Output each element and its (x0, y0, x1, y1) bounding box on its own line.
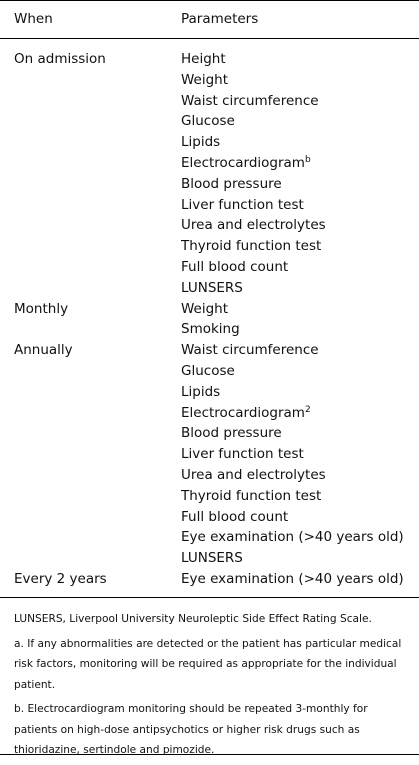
parameter-label: Lipids (181, 383, 221, 400)
footnote-marker: b (304, 154, 311, 165)
parameter-label: Full blood count (181, 508, 289, 525)
parameter-label: Waist circumference (181, 92, 319, 109)
parameter-item (181, 236, 419, 257)
parameter-label: Blood pressure (181, 425, 282, 442)
parameter-item (181, 319, 419, 340)
parameter-item (181, 215, 419, 236)
parameter-label: Smoking (181, 321, 240, 338)
table-footnotes (14, 609, 410, 765)
parameter-label: Urea and electrolytes (181, 217, 326, 234)
parameter-item (181, 174, 419, 195)
parameter-item (181, 382, 419, 403)
table-body (0, 49, 419, 590)
parameter-item (181, 507, 419, 528)
parameter-label: Liver function test (181, 196, 304, 213)
parameter-label: LUNSERS (181, 279, 243, 296)
parameter-label: Height (181, 51, 226, 67)
parameter-label: Waist circumference (181, 342, 319, 359)
parameter-item (181, 527, 419, 548)
parameter-label: Lipids (181, 134, 221, 151)
when-cell: Every 2 years (14, 570, 107, 587)
parameter-item (181, 340, 419, 361)
parameter-item (181, 548, 419, 569)
footnote-b: b. Electrocardiogram monitoring should be repeated 3-monthly for patients on high-dose antipsychotics or higher risk drugs such as thioridazine, sertindole and pimozide. (14, 703, 368, 756)
parameter-item (181, 299, 419, 320)
parameter-label: Full blood count (181, 258, 289, 275)
parameter-label: Eye examination (>40 years old) (181, 529, 404, 546)
parameter-label: Glucose (181, 113, 235, 130)
table-header-row (0, 0, 419, 38)
parameter-label: Thyroid function test (181, 487, 322, 504)
parameter-item (181, 195, 419, 216)
parameter-label: Weight (181, 300, 229, 317)
parameter-item (181, 49, 419, 70)
parameters-list (181, 340, 419, 569)
footnote-a: a. If any abnormalities are detected or the patient has particular medical risk factors, monitoring will be required as appropriate for the individual patient. (14, 637, 402, 691)
parameter-item (181, 361, 419, 382)
table-row-group (0, 299, 419, 341)
parameters-list (181, 569, 419, 590)
header-when: When (14, 11, 53, 27)
parameter-item (181, 569, 419, 590)
table-row-group (0, 569, 419, 590)
parameter-item (181, 111, 419, 132)
header-parameters: Parameters (181, 11, 259, 27)
parameters-list (181, 299, 419, 341)
table-bottom-rule (0, 597, 419, 598)
parameter-label: LUNSERS (181, 550, 243, 567)
parameter-item (181, 423, 419, 444)
header-bottom-rule (0, 38, 419, 39)
parameter-item (181, 70, 419, 91)
parameter-item (181, 153, 419, 174)
parameter-label: Eye examination (>40 years old) (181, 570, 404, 587)
parameter-label: Thyroid function test (181, 238, 322, 255)
parameter-label: Glucose (181, 362, 235, 379)
parameter-label: Electrocardiogram (181, 404, 305, 421)
when-cell: On admission (14, 51, 106, 67)
table-row-group (0, 340, 419, 569)
parameter-item (181, 91, 419, 112)
when-cell: Monthly (14, 300, 69, 317)
parameter-label: Blood pressure (181, 175, 282, 192)
parameter-item (181, 465, 419, 486)
table-row-group (0, 49, 419, 299)
parameter-label: Weight (181, 71, 229, 88)
parameter-label: Electrocardiogram (181, 154, 305, 171)
parameters-list (181, 49, 419, 299)
parameter-item (181, 132, 419, 153)
parameter-item (181, 403, 419, 424)
parameter-label: Liver function test (181, 446, 304, 463)
when-cell: Annually (14, 342, 73, 359)
parameter-item (181, 257, 419, 278)
parameter-item (181, 444, 419, 465)
footnote-marker: 2 (304, 404, 311, 415)
footnote-abbreviation: LUNSERS, Liverpool University Neuroleptic Side Effect Rating Scale. (14, 613, 372, 625)
parameter-item (181, 278, 419, 299)
parameter-item (181, 486, 419, 507)
footnote-bottom-rule (0, 754, 419, 755)
parameter-label: Urea and electrolytes (181, 466, 326, 483)
